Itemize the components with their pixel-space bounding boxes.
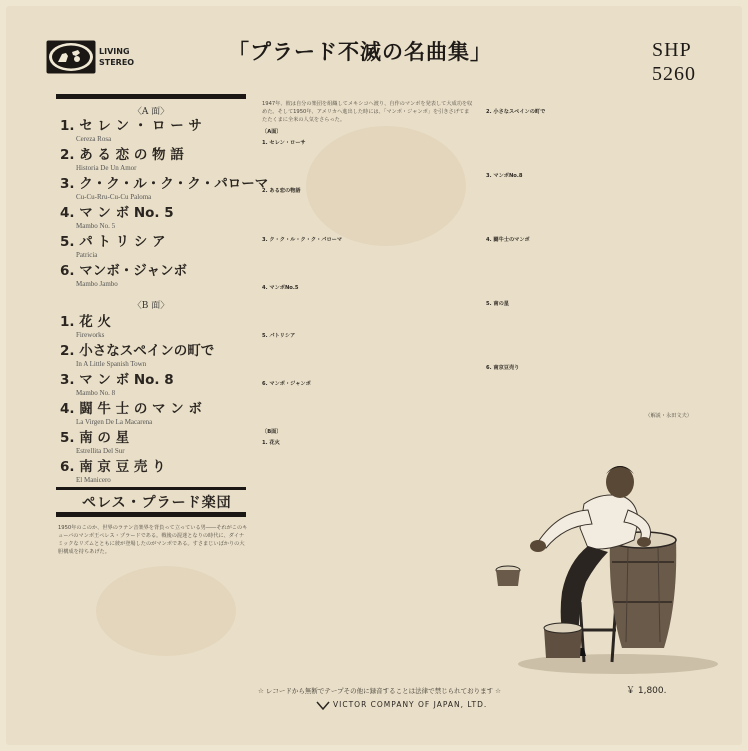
track-title-en: Mambo No. 8 bbox=[76, 389, 116, 397]
divider-bar bbox=[56, 94, 246, 99]
divider-bar bbox=[56, 487, 246, 490]
track-a6 bbox=[60, 263, 246, 289]
liner-heading: 6. 南京豆売り bbox=[486, 365, 520, 372]
track-title-jp: 6. 南 京 豆 売 り bbox=[60, 459, 166, 475]
track-title-jp: 2. あ る 恋 の 物 語 bbox=[60, 147, 184, 163]
album-title: 「プラード不滅の名曲集」 bbox=[228, 39, 492, 64]
liner-heading: 4. マンボNo.5 bbox=[262, 284, 299, 291]
track-title-jp: 3. マ ン ボ No. 8 bbox=[60, 372, 174, 388]
track-title-jp: 6. マンボ・ジャンボ bbox=[60, 263, 187, 279]
musician-photo bbox=[488, 452, 724, 678]
track-title-jp: 5. 南 の 星 bbox=[60, 430, 130, 446]
liner-paragraph: 1947年、彼は自分の楽団を組織してメキシコへ渡り、自作のマンボを発表して大成功を収めた。そして1950年、アメリカへ進出した時には、「マンボ・ジャンボ」を引きさげてまたたくまに全米の人気をさらった。 bbox=[262, 101, 473, 124]
track-title-en: Mambo No. 5 bbox=[76, 222, 116, 230]
liner-heading: 6. マンボ・ジャンボ bbox=[262, 380, 311, 387]
track-a1 bbox=[60, 118, 246, 144]
track-title-jp: 1. 花 火 bbox=[60, 314, 111, 330]
liner-heading: 5. 南の星 bbox=[486, 301, 509, 308]
track-title-en: Cu-Cu-Rru-Cu-Cu Paloma bbox=[76, 193, 152, 201]
track-title-jp: 4. マ ン ボ No. 5 bbox=[60, 205, 174, 221]
track-b4 bbox=[60, 401, 246, 427]
liner-notes-right bbox=[486, 100, 692, 440]
catalog-prefix: SHP bbox=[652, 39, 692, 61]
label-line-1: LIVING bbox=[99, 47, 130, 56]
copyright-notice: ☆ レコードから無断でテープその他に録音することは法律で禁じられております ☆ bbox=[258, 687, 501, 695]
track-title-en: Fireworks bbox=[76, 331, 105, 339]
track-title-jp: 2. 小さなスペインの町で bbox=[60, 343, 215, 359]
catalog-digits: 5260 bbox=[652, 63, 696, 85]
track-title-jp: 1. セ レ ン ・ ロ ー サ bbox=[60, 118, 202, 134]
track-title-en: Historia De Un Amor bbox=[76, 164, 137, 172]
track-title-en: Patricia bbox=[76, 251, 98, 259]
track-b1 bbox=[60, 314, 246, 340]
liner-credit: （解説・永田文夫） bbox=[645, 413, 692, 420]
label-line-2: STEREO bbox=[99, 58, 135, 67]
track-title-en: Cereza Rosa bbox=[76, 135, 112, 143]
liner-notes-left bbox=[58, 524, 248, 676]
artist-name: ペレス・プラード楽団 bbox=[82, 495, 232, 511]
liner-heading: 3. ク・ク・ル・ク・ク・パローマ bbox=[262, 236, 343, 243]
track-a2 bbox=[60, 147, 246, 173]
track-title-jp: 5. パ ト リ シ ア bbox=[60, 234, 166, 250]
record-company bbox=[316, 700, 487, 710]
liner-paragraph: 1950年のこのか、世界のラテン音楽界を背負って立っている男――それがこのキューバのマンボ王ペレス・プラードである。戦後の混迷となりの時代に、ダイナミックなリズムとともに彼が登場したのがマンボである。すさまじいばかりの大胆構成を持ちあげた。 bbox=[58, 525, 248, 556]
divider-bar bbox=[56, 512, 246, 517]
liner-heading: 1. セレン・ローサ bbox=[262, 140, 306, 147]
living-stereo-label bbox=[99, 46, 134, 68]
track-b5 bbox=[60, 430, 246, 456]
liner-heading: 2. 小さなスペインの町で bbox=[486, 109, 546, 115]
liner-heading: 1. 花火 bbox=[262, 440, 280, 447]
track-title-en: Mambo Jambo bbox=[76, 280, 118, 288]
victor-dog-logo-icon bbox=[46, 40, 96, 74]
track-title-en: La Virgen De La Macarena bbox=[76, 418, 153, 426]
track-a5 bbox=[60, 234, 246, 260]
liner-heading: 〔A面〕 bbox=[262, 129, 282, 136]
liner-heading: 〔B面〕 bbox=[262, 428, 282, 435]
liner-heading: 3. マンボNo.8 bbox=[486, 173, 523, 180]
track-a4 bbox=[60, 205, 246, 231]
liner-heading: 2. ある恋の物語 bbox=[262, 188, 301, 195]
liner-heading: 4. 闘牛士のマンボ bbox=[486, 237, 530, 244]
track-title-en: In A Little Spanish Town bbox=[76, 360, 147, 368]
price-tag: ￥ 1,800. bbox=[626, 686, 667, 696]
catalog-number bbox=[652, 38, 696, 86]
liner-heading: 5. パトリシア bbox=[262, 332, 296, 339]
liner-notes-center bbox=[262, 100, 474, 678]
track-title-jp: 3. ク・ク・ル・ク・ク・パローマ bbox=[60, 176, 269, 192]
company-name: VICTOR COMPANY OF JAPAN, LTD. bbox=[333, 700, 488, 709]
track-b3 bbox=[60, 372, 246, 398]
track-b6 bbox=[60, 459, 246, 485]
victor-mark-icon bbox=[316, 701, 330, 710]
track-title-en: Estrellita Del Sur bbox=[76, 447, 125, 455]
side-b-label: 〈B 面〉 bbox=[132, 301, 170, 311]
track-title-jp: 4. 闘 牛 士 の マ ン ボ bbox=[60, 401, 202, 417]
track-b2 bbox=[60, 343, 246, 369]
track-a3 bbox=[60, 176, 269, 202]
track-title-en: El Manicero bbox=[76, 476, 111, 484]
side-a-label: 〈A 面〉 bbox=[132, 107, 170, 117]
